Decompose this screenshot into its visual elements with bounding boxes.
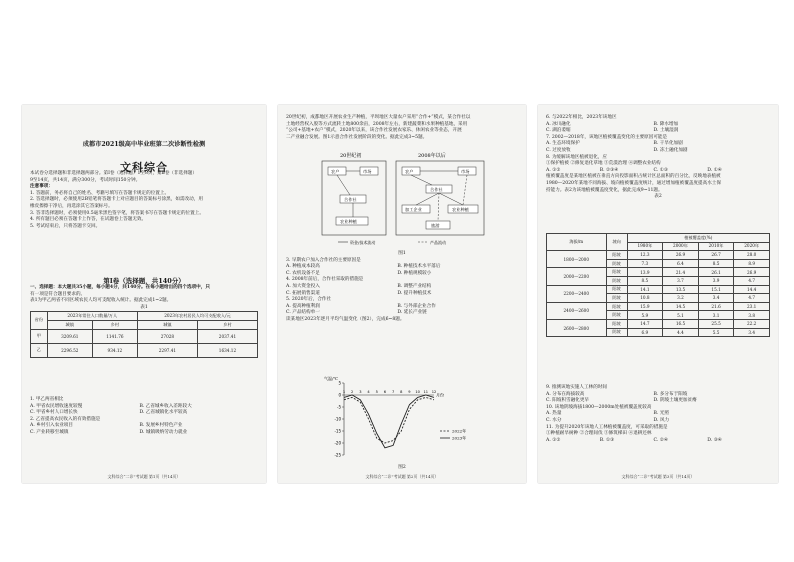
option: A. 分布在海拔较高 — [546, 391, 585, 397]
table-cell: 934.12 — [92, 343, 137, 357]
table-header: 省份 — [31, 312, 48, 329]
y-tick-label: 5 — [338, 380, 341, 386]
table-cell: 26.7 — [698, 251, 734, 260]
y-tick-label: -20 — [334, 440, 341, 446]
passage-line: 土地经营权入股等方式流转土地800余亩，2008年左右，新建蔬菜和水果种植基地，采用 — [286, 121, 468, 127]
option: A. 冰川融化 — [546, 121, 571, 127]
option: C. 水分 — [546, 417, 562, 423]
table-cell: 3.4 — [734, 328, 770, 337]
table-cell: 15.1 — [698, 285, 734, 294]
table-cell: 8.9 — [734, 259, 770, 268]
y-tick-label: -25 — [334, 452, 341, 458]
table-cell: 21.6 — [698, 302, 734, 311]
table-cell-aspect: 阴坡 — [606, 311, 627, 320]
x-tick-label: 12 — [431, 390, 437, 394]
question-7: 7. 2002—2018年，该地区植被覆盖变化的主要原因可能是 — [546, 134, 668, 140]
table-cell: 1634.12 — [197, 343, 257, 357]
table-cell: 22.2 — [734, 319, 770, 328]
option: D. 城镇吸纳劳动力就业 — [139, 429, 188, 435]
table-cell: 14.1 — [627, 285, 663, 294]
table-subheader: 2000年 — [663, 242, 699, 251]
x-tick-label: 6 — [383, 390, 387, 394]
table-cell-aspect: 阳坡 — [606, 285, 627, 294]
table-header: 海拔/m — [547, 234, 607, 251]
table-cell: 甲 — [31, 329, 48, 343]
table-cell: 4.7 — [734, 276, 770, 285]
table-cell-aspect: 阳坡 — [606, 302, 627, 311]
option: A. 种植成本较高 — [286, 264, 320, 270]
passage-line: 20世纪初，成都地区开展农业生产种植，平坝地区大量农户采用“合作+”模式，某合作社以 — [286, 115, 471, 120]
option: B. ①③ — [599, 437, 615, 443]
table-cell: 14.4 — [734, 285, 770, 294]
box-farmer-2: 农户 — [405, 169, 414, 174]
x-tick-label: 2 — [351, 390, 354, 394]
box-processing: 加工企业 — [405, 207, 422, 212]
table-cell: 13.9 — [627, 268, 663, 277]
option: B. 调整产业结构 — [397, 283, 432, 289]
x-tick-label: 8 — [400, 390, 403, 394]
table-cell-aspect: 阴坡 — [606, 276, 627, 285]
option: D. ③④ — [707, 437, 722, 443]
question-3: 3. 早期农户加入合作社的主要原因是 — [286, 257, 361, 263]
option: A. ①② — [546, 167, 561, 173]
table-cell-altitude: 2600—2800 — [547, 319, 607, 336]
option: C. 过度放牧 — [546, 147, 571, 153]
option: D. 提升种植技术 — [397, 290, 432, 296]
table-header: 植被覆盖度(%) — [627, 234, 769, 243]
table-row — [547, 302, 770, 311]
question-11-items: ①种植耐旱树种 ②合理间伐 ③修筑梯田 ④退耕还林 — [546, 431, 652, 437]
notice-line: 3. 答非选择题时，必须使用0.5毫米黑色签字笔，将答案书写在答题卡规定的位置上。 — [30, 210, 204, 216]
question-6: 6. 与2022年相比，2023年该地区 — [546, 115, 617, 120]
table-row — [547, 285, 770, 294]
legend-label: 2022年 — [452, 428, 467, 434]
table-cell: 2297.41 — [137, 343, 197, 357]
question-2: 2. 乙省提高农民收入的有效措施是 — [30, 416, 101, 422]
option: D. 种植规模较小 — [397, 270, 432, 276]
option: B. 降水增加 — [653, 121, 679, 127]
choice-intro: 有一项是符合题目要求的。 — [30, 291, 86, 297]
passage-line: 1980—2020年某地不同海拔、坡向植被覆盖度统计，通过增加植被覆盖度提高水土保 — [546, 180, 721, 186]
table-cell-aspect: 阴坡 — [606, 328, 627, 337]
table-cell: 2296.52 — [47, 343, 92, 357]
vegetation-table — [546, 233, 770, 337]
table-cell: 15.9 — [627, 302, 663, 311]
table-cell: 16.5 — [663, 319, 699, 328]
table-cell: 26.9 — [734, 268, 770, 277]
exam-title-line: 成都市2021级高中毕业班第二次诊断性检测 — [82, 141, 206, 149]
table-cell: 5.9 — [627, 311, 663, 320]
table-cell: 23.1 — [734, 302, 770, 311]
table-subheader: 乡村 — [197, 320, 257, 329]
figure-1-caption: 图1 — [398, 251, 406, 256]
figure-1-diagram — [318, 149, 488, 249]
question-9: 9. 推测该地实施人工林的时间 — [546, 385, 607, 390]
flow-arrow — [439, 193, 463, 205]
section-heading: 第Ⅰ卷（选择题，共140分） — [103, 276, 185, 285]
y-tick-label: 0 — [338, 392, 341, 398]
choice-intro: 一、选择题：本大题共35小题，每小题4分，共140分。在每小题给出的四个选项中，只 — [30, 285, 210, 290]
figure-2-chart — [322, 373, 482, 465]
series-line-2023年 — [344, 395, 434, 448]
question-10: 10. 该地阴坡海拔1800—2000m处植被覆盖度较高 — [546, 404, 652, 410]
table-cell: 3.7 — [663, 276, 699, 285]
flow-arrow — [337, 175, 350, 195]
option: B. 种植技术水平落后 — [397, 264, 441, 270]
box-farmer: 农户 — [331, 169, 340, 174]
intro-line: 9至14页，共14页，满分300分，考试时间150分钟。 — [30, 177, 141, 183]
page-footer: 文科综合“二诊”考试题 第3页（共14页） — [621, 474, 695, 479]
table-cell: 乙 — [31, 343, 48, 357]
flow-arrow — [438, 193, 439, 221]
box-market-2: 市场 — [461, 169, 470, 174]
exam-page-1 — [22, 105, 266, 483]
table-cell: 14.7 — [627, 319, 663, 328]
income-table — [30, 311, 258, 357]
box-coop-2: 合作社 — [430, 187, 443, 192]
legend-label: 资金/技术流动 — [350, 240, 376, 245]
question-stem: 读某地区2023年逐月平均气温变化（图2），完成6~8题。 — [286, 316, 405, 322]
x-tick-label: 7 — [391, 390, 395, 394]
option: A. 加大资金投入 — [286, 283, 320, 289]
box-market: 市场 — [363, 169, 372, 174]
legend-label: 产品流动 — [430, 240, 446, 245]
table-cell: 7.3 — [627, 259, 663, 268]
table-subheader: 2010年 — [698, 242, 734, 251]
table-cell: 25.5 — [698, 319, 734, 328]
option: D. 冻土融化加剧 — [653, 147, 688, 153]
table-cell: 8.5 — [627, 276, 663, 285]
option: C. 湖泊萎缩 — [546, 128, 571, 134]
notice-line: 1. 答题前，务必将自己的姓名、考籍号填写在答题卡规定的位置上。 — [30, 190, 170, 196]
option: C. ②④ — [653, 437, 669, 443]
intro-line: 本试卷分选择题和非选择题两部分。第Ⅰ卷（选择题）1至8页，第Ⅱ卷（非选择题） — [30, 171, 197, 176]
question-11: 11. 为提升2020年该地人工林植被覆盖度，可采取的措施是 — [546, 424, 668, 430]
option: D. 延长产业链 — [397, 310, 427, 316]
x-tick-label: 11 — [423, 390, 429, 394]
y-tick-label: -5 — [337, 404, 341, 410]
notice-heading: 注意事项： — [30, 184, 53, 190]
table-caption: 表1 — [140, 304, 148, 310]
x-tick-label: 3 — [359, 390, 362, 394]
table-cell: 8.5 — [698, 259, 734, 268]
table-cell: 10.8 — [627, 294, 663, 303]
table-cell: 13.5 — [663, 285, 699, 294]
passage-line: 植被覆盖度是某地区植被在垂直方向投影面积占统计区总面积的百分比，反映地表植被 — [546, 174, 721, 180]
table-subheader: 城镇 — [47, 320, 92, 329]
table-header: 2023年农村居民人均可支配收入/元 — [137, 312, 257, 321]
question-5: 5. 2020年后，合作社 — [286, 297, 332, 303]
option: C. 拓展销售渠道 — [286, 290, 320, 296]
table-cell: 3209.61 — [47, 329, 92, 343]
passage-line: 持能力。表2为该地植被覆盖度变化，据此完成9~11题。 — [546, 187, 663, 193]
option: C. 农机设备不足 — [286, 270, 320, 276]
option: A. ①② — [546, 437, 561, 443]
table-cell-altitude: 2200—2400 — [547, 285, 607, 302]
exam-page-2 — [278, 105, 526, 483]
y-axis-label: 气温/℃ — [324, 376, 338, 381]
exam-page-3 — [538, 105, 778, 483]
question-1: 1. 甲乙两省相比 — [30, 397, 64, 402]
option: A. 提高种植利润 — [286, 303, 320, 309]
option: A. 甲省农民增收速度较慢 — [30, 403, 83, 409]
option: B. 多分布于阳坡 — [653, 391, 688, 397]
table-cell-aspect: 阳坡 — [606, 268, 627, 277]
x-tick-label: 5 — [375, 390, 378, 394]
table-row — [547, 319, 770, 328]
box-tourism: 旅游 — [431, 223, 440, 228]
notice-line: 4. 所有题目必须在答题卡上作答，在试题卷上答题无效。 — [30, 217, 147, 223]
table-cell: 6.9 — [627, 328, 663, 337]
table-cell-aspect: 阳坡 — [606, 251, 627, 260]
table-cell: 3.4 — [698, 294, 734, 303]
option: C. ①③ — [653, 167, 669, 173]
option: B. 乙省城乡收入差距较大 — [139, 403, 192, 409]
table-cell-aspect: 阴坡 — [606, 294, 627, 303]
box-planting-2: 农业种植 — [452, 207, 469, 212]
table-cell: 14.5 — [663, 302, 699, 311]
diagram-right-title: 2008年以后 — [418, 153, 446, 159]
table-cell: 12.3 — [627, 251, 663, 260]
table-cell-aspect: 阳坡 — [606, 319, 627, 328]
option: D. ①④ — [707, 167, 722, 173]
x-tick-label: 1 — [342, 390, 346, 394]
option: D. 乙省城镇化水平较高 — [139, 410, 188, 416]
table-cell: 21.4 — [663, 268, 699, 277]
table-subheader: 2020年 — [734, 242, 770, 251]
table-cell: 3.9 — [698, 276, 734, 285]
table-cell: 2037.41 — [197, 329, 257, 343]
option: D. 土壤湿润 — [653, 128, 679, 134]
question-stem: 表1为甲乙两省不同区域农民人均可支配收入统计。据此完成1~2题。 — [30, 298, 172, 304]
table-cell: 3.2 — [663, 294, 699, 303]
table-cell-altitude: 2000—2200 — [547, 268, 607, 285]
table-cell: 5.1 — [663, 311, 699, 320]
table-cell: 28.0 — [734, 251, 770, 260]
table-cell: 27028 — [137, 329, 197, 343]
option: B. 光照 — [653, 411, 669, 417]
y-tick-label: -15 — [334, 428, 341, 434]
question-8: 8. 为缓解该地区植被退化，应 — [546, 154, 607, 160]
table-cell: 5.5 — [698, 328, 734, 337]
table-row — [547, 251, 770, 260]
table-cell-aspect: 阴坡 — [606, 259, 627, 268]
passage-line: “公司+基地+农户”模式，2020年以来，该合作社发展农家乐、休闲农业等业态，开展 — [286, 128, 462, 134]
series-line-2022年 — [344, 397, 434, 443]
option: B. 与外部企业合作 — [397, 303, 436, 309]
flow-arrow — [416, 193, 439, 205]
table-cell: 4.4 — [663, 328, 699, 337]
option: A. 乡村引入农业项目 — [30, 423, 73, 429]
table-cell: 3.1 — [698, 311, 734, 320]
x-tick-label: 10 — [415, 390, 420, 394]
option: C. 产品结构单一 — [286, 310, 320, 316]
passage-line: 二产业融合发展。图1示意合作社发展阶段的变化。据此完成3~5题。 — [286, 134, 428, 140]
option: B. 干旱化加剧 — [653, 141, 683, 147]
table-cell: 3.8 — [734, 311, 770, 320]
x-axis-label: 月份 — [436, 392, 444, 398]
figure-2-caption: 图2 — [398, 465, 406, 470]
diagram-left-title: 20世纪初 — [340, 153, 362, 159]
x-tick-label: 4 — [367, 390, 370, 394]
table-subheader: 1980年 — [627, 242, 663, 251]
table-cell: 26.9 — [663, 251, 699, 260]
flow-arrow — [463, 175, 467, 205]
option: D. 风力 — [653, 417, 670, 423]
table-cell: 6.4 — [663, 259, 699, 268]
table-cell: 1141.76 — [92, 329, 137, 343]
option: C. 甲省乡村人口增长快 — [30, 410, 78, 416]
table-row — [547, 268, 770, 277]
table-caption: 表2 — [654, 194, 662, 200]
option: A. 生态环境保护 — [546, 141, 580, 147]
option: B. ②③④ — [599, 167, 619, 173]
question-8-items: ①保护植被 ②修复退化草地 ③荒漠治理 ④调整农业结构 — [546, 161, 661, 167]
table-header: 坡向 — [606, 234, 627, 251]
notice-line: 5. 考试结束后，只将答题卡交回。 — [30, 223, 101, 229]
x-tick-label: 9 — [408, 390, 411, 394]
table-subheader: 乡村 — [92, 320, 137, 329]
notice-line: 2. 答选择题时，必须使用2B铅笔将答题卡上对应题目的答案标号涂黑，如需改动，用 — [30, 197, 203, 203]
option: A. 热量 — [546, 411, 562, 417]
y-tick-label: -10 — [334, 416, 341, 422]
box-planting: 农业种植 — [340, 219, 357, 224]
table-subheader: 城镇 — [137, 320, 197, 329]
box-coop: 合作社 — [344, 197, 357, 202]
table-cell-altitude: 1800—2000 — [547, 251, 607, 268]
page-footer: 文科综合“二诊”考试题 第2页（共14页） — [365, 474, 439, 479]
option: C. 阳坡积雪融化更早 — [546, 398, 590, 404]
legend-label: 2023年 — [452, 435, 467, 441]
option: C. 产业转移至城镇 — [30, 429, 69, 435]
flow-arrow — [411, 175, 432, 185]
option: B. 发展乡村特色产业 — [139, 423, 183, 429]
table-cell: 4.7 — [734, 294, 770, 303]
page-footer: 文科综合“二诊”考试题 第1页（共14页） — [107, 474, 181, 479]
exam-subject-title: 文科综合 — [120, 161, 168, 175]
option: D. 阴坡土壤更加贫瘠 — [653, 398, 697, 404]
notice-line: 橡皮擦擦干净后，再选涂其它答案标号。 — [30, 203, 113, 209]
question-4: 4. 2008年前后，合作社采取的措施是 — [286, 277, 364, 283]
table-cell-altitude: 2400—2600 — [547, 302, 607, 319]
table-cell: 26.1 — [698, 268, 734, 277]
table-header: 2023年常住人口数量/万人 — [47, 312, 137, 321]
